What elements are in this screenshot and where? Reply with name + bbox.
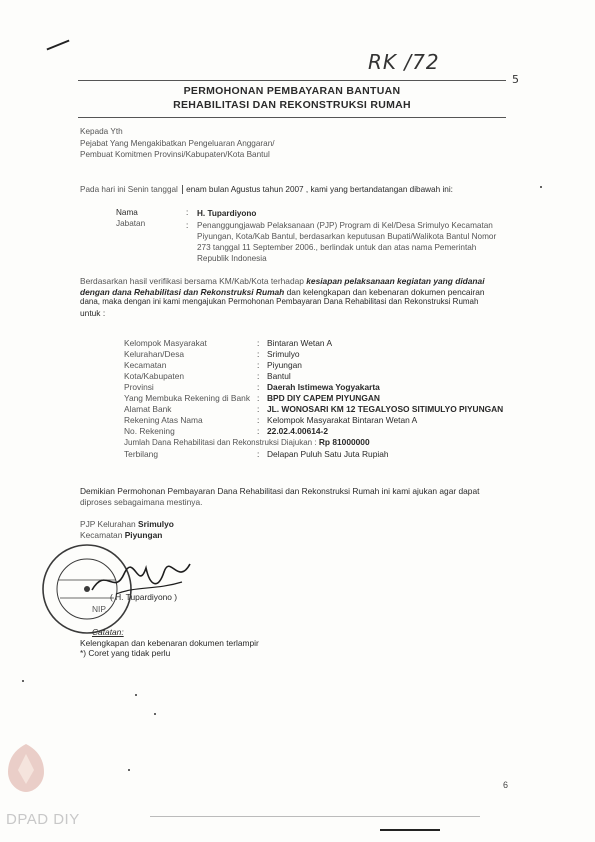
closing-paragraph [80,486,510,507]
scan-speck [128,769,130,771]
detail-colon: : [257,426,260,436]
detail-colon: : [257,415,260,425]
amount-label: Jumlah Dana Rehabilitasi dan Rekonstruksi Diajukan : [124,438,317,447]
para-line-1-b: kesiapan pelaksanaan kegiatan yang didanai [306,276,485,286]
sig-line-2-a: Kecamatan [80,529,125,540]
sig-line-1-a: PJP Kelurahan [80,519,139,529]
scan-bar [380,829,440,831]
sig-line-1 [80,519,174,530]
closing-line-2: diproses sebagaimana mestinya. [80,496,203,507]
detail-label: Kelurahan/Desa [124,349,185,359]
para-line-2-b: dan kelengkapan dan kebenaran dokumen pencairan [284,286,485,297]
detail-row [124,382,544,393]
terbilang-colon: : [257,449,260,459]
signer-nama-colon: : [186,208,189,217]
detail-label: Kecamatan [124,360,167,370]
detail-colon: : [257,393,260,403]
detail-label: Alamat Bank [124,404,172,414]
para-line-2-a: dengan dana Rehabilitasi dan Rekonstruksi Rumah [80,286,285,297]
intro-date: enam bulan Agustus tahun 2007 [182,185,303,194]
title-box [78,80,506,118]
detail-colon: : [257,349,260,359]
scan-speck [135,694,137,696]
detail-row [124,426,544,437]
intro-prefix: Pada hari ini Senin tanggal [80,185,178,194]
signer-jabatan-text [197,220,507,264]
detail-label: No. Rekening [124,426,175,436]
signer-name: ( H. Tupardiyono ) [110,592,178,602]
detail-value: Bantul [267,371,291,381]
scan-speck [154,713,156,715]
scan-line [150,816,480,817]
notes-heading: Catatan: [92,627,124,637]
jabatan-line-1: Penanggungjawab Pelaksanaan (PJP) Program di Kel/Desa Srimulyo Kecamatan [197,221,493,230]
watermark-logo [4,740,48,796]
terbilang-row [124,449,544,460]
notes-line-2: *) Coret yang tidak perlu [80,648,171,658]
amount-row [124,437,544,448]
detail-row [124,415,544,426]
detail-value: Kelompok Masyarakat Bintaran Wetan A [267,415,418,425]
closing-line-1: Demikian Permohonan Pembayaran Dana Rehabilitasi dan Rekonstruksi Rumah ini kami ajukan agar dapat [80,486,480,496]
scan-speck [22,680,24,682]
jabatan-line-3: 273 tanggal 11 September 2006., berlindak untuk dan atas nama Pemerintah [197,243,477,252]
page-number: 6 [503,780,509,790]
corner-number: 5 [512,73,519,86]
detail-row [124,404,544,415]
detail-value: Srimulyo [267,349,300,359]
addressee [80,126,275,160]
detail-colon: : [257,382,260,392]
detail-label: Provinsi [124,382,154,392]
handwritten-code: RK /72 [368,50,440,74]
sig-line-1-b: Srimulyo [138,519,174,529]
para-line-2 [80,287,510,298]
detail-value: JL. WONOSARI KM 12 TEGALYOSO SITIMULYO PIYUNGAN [267,404,504,414]
detail-label: Kota/Kabupaten [124,371,185,381]
greeting: Kepada Yth [80,127,123,136]
signer-nip: NIP. [92,604,108,614]
title-line-2: REHABILITASI DAN REKONSTRUKSI RUMAH [173,99,411,111]
sig-line-2 [80,530,174,541]
pen-mark [46,40,69,51]
detail-value: Daerah Istimewa Yogyakarta [267,382,380,392]
para-line-4: untuk : [80,307,106,318]
para-line-1-a: Berdasarkan hasil verifikasi bersama KM/Kab/Kota terhadap [80,276,307,286]
intro-line [80,184,453,195]
title-line-1: PERMOHONAN PEMBAYARAN BANTUAN [183,85,401,97]
scan-speck [540,186,542,188]
details-list [124,338,544,468]
sig-line-2-b: Piyungan [124,529,163,540]
detail-colon: : [257,360,260,370]
detail-row [124,360,544,371]
jabatan-line-2: Piyungan, Kota/Kab Bantul, berdasarkan keputusan Bupati/Walikota Bantul Nomor [197,232,497,241]
detail-label: Rekening Atas Nama [124,415,203,425]
detail-row [124,371,544,382]
amount-value: Rp 81000000 [318,437,370,447]
detail-value: Piyungan [267,360,302,370]
verification-paragraph [80,276,510,318]
detail-value: 22.02.4.00614-2 [267,426,329,436]
detail-colon: : [257,404,260,414]
signature-block [80,519,174,540]
signer-nama-value: H. Tupardiyono [197,209,257,218]
intro-suffix: , kami yang bertandatangan dibawah ini: [305,185,453,194]
detail-value: Bintaran Wetan A [267,338,333,348]
terbilang-label: Terbilang [124,449,158,459]
detail-row [124,349,544,360]
detail-value: BPD DIY CAPEM PIYUNGAN [267,393,380,403]
watermark-text: DPAD DIY [6,811,80,828]
signer-nama-label: Nama [116,208,138,217]
detail-colon: : [257,371,260,381]
signer-jabatan-label: Jabatan [116,219,146,228]
notes [80,627,259,659]
notes-line-1: Kelengkapan dan kebenaran dokumen terlampir [80,637,259,648]
jabatan-line-4: Republik Indonesia [197,254,267,263]
detail-label: Yang Membuka Rekening di Bank [124,393,251,403]
para-line-3: dana, maka dengan ini kami mengajukan Permohonan Pembayaran Dana Rehabilitasi dan Rekonstruksi Rumah [80,297,479,306]
signer-jabatan-colon: : [186,221,189,230]
addressee-line-1: Pejabat Yang Mengakibatkan Pengeluaran Anggaran/ [80,139,275,148]
detail-colon: : [257,338,260,348]
terbilang-value: Delapan Puluh Satu Juta Rupiah [267,449,389,459]
detail-label: Kelompok Masyarakat [124,338,207,348]
para-line-1 [80,276,510,287]
addressee-line-2: Pembuat Komitmen Provinsi/Kabupaten/Kota Bantul [80,150,270,159]
detail-row [124,338,544,349]
detail-row [124,393,544,404]
